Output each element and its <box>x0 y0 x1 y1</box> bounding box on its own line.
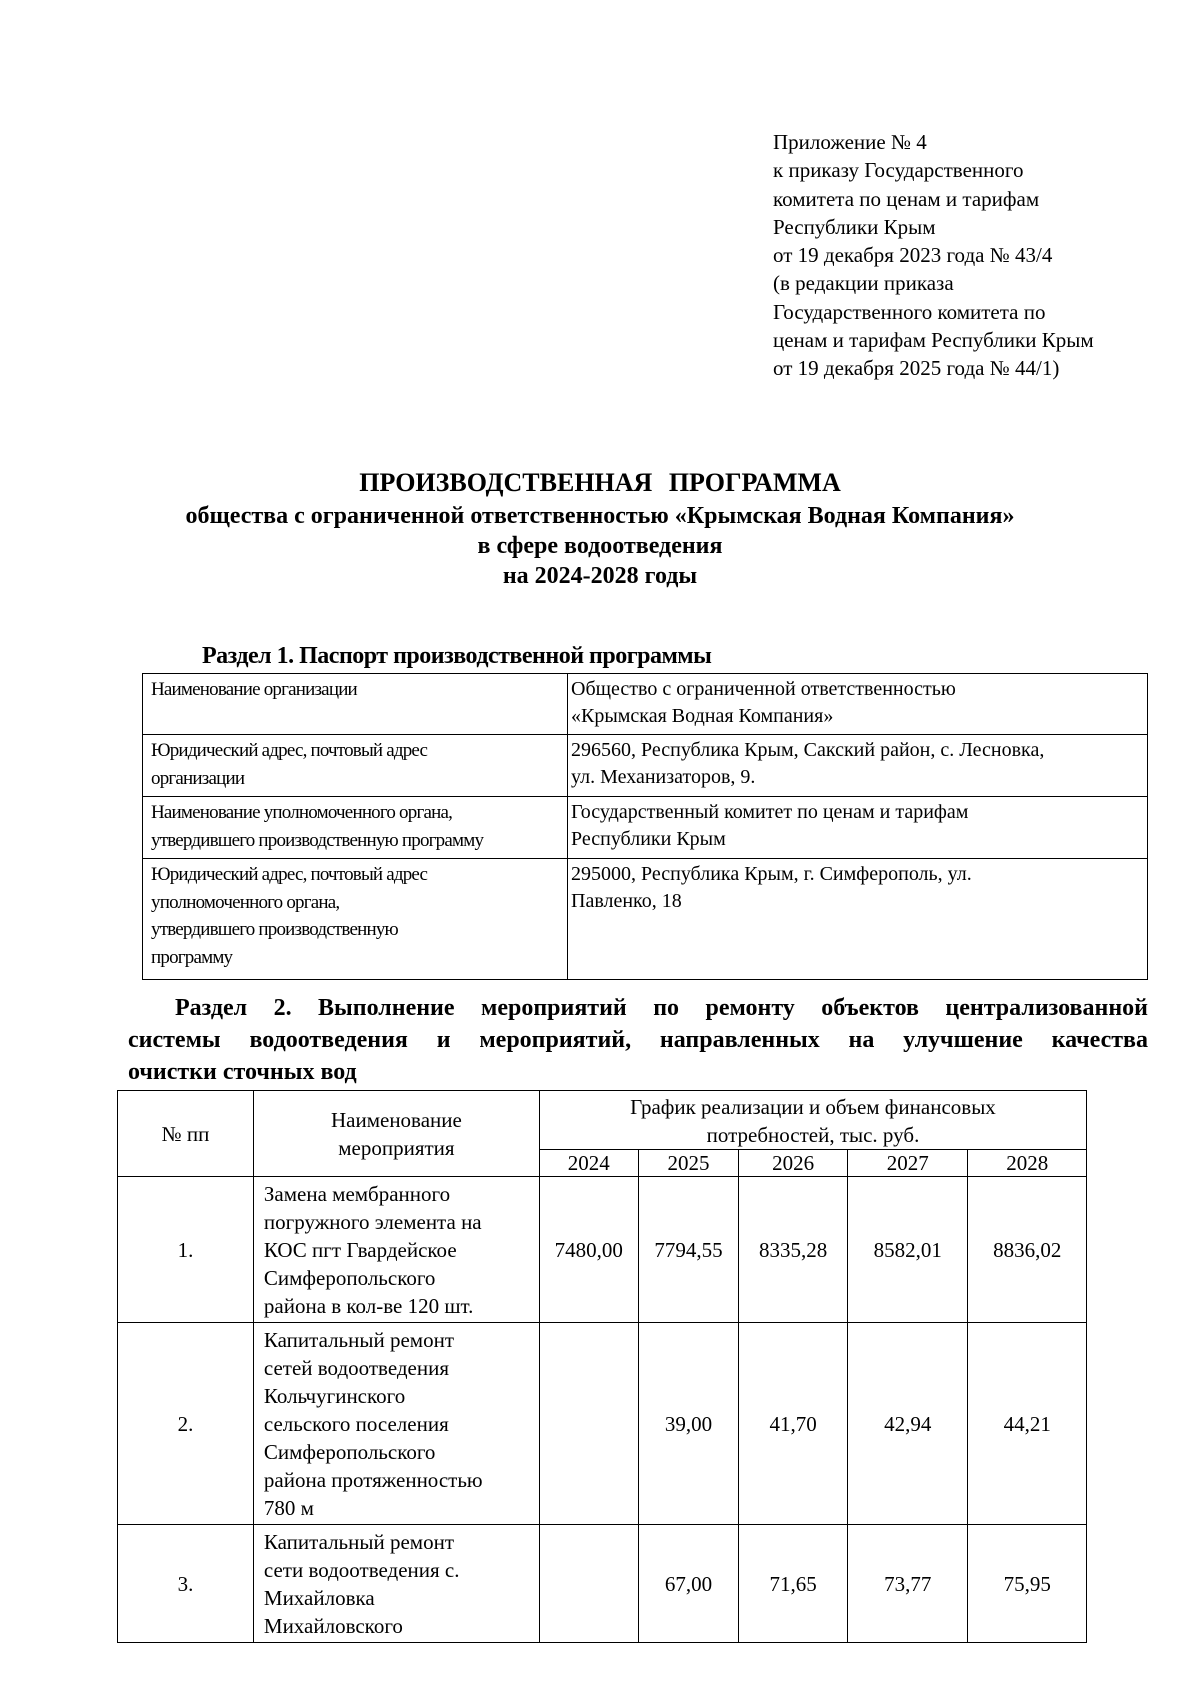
section2-heading-line: очистки сточных вод <box>128 1059 357 1085</box>
passport-key <box>143 797 568 859</box>
appendix-line: Республики Крым <box>773 214 936 239</box>
title-line-4: на 2024-2028 годы <box>502 563 698 589</box>
cell-line: утвердившего производственную программу <box>151 829 484 851</box>
cell-line: Юридический адрес, почтовый адрес <box>151 740 428 761</box>
passport-key <box>143 735 568 797</box>
passport-value <box>568 674 1148 735</box>
cell-line: Наименование уполномоченного органа, <box>151 802 453 823</box>
value-2024 <box>539 1525 638 1643</box>
cell-line: утвердившего производственную <box>151 919 398 940</box>
value-2024 <box>539 1323 638 1525</box>
value-2026: 71,65 <box>739 1525 848 1643</box>
title-line-2: общества с ограниченной ответственностью «Крымская Водная Компания» <box>185 503 1015 529</box>
passport-value <box>568 797 1148 859</box>
cell-line: Михайловского <box>263 1614 403 1638</box>
title-main: ПРОИЗВОДСТВЕННАЯ ПРОГРАММА <box>359 468 841 497</box>
column-header-num: № пп <box>118 1091 254 1177</box>
value-2024: 7480,00 <box>539 1177 638 1323</box>
cell-line: Республики Крым <box>571 828 726 850</box>
appendix-line: к приказу Государственного <box>773 158 1024 183</box>
cell-line: Капитальный ремонт <box>263 1530 454 1554</box>
cell-line: Симферопольского <box>263 1266 436 1290</box>
appendix-line: от 19 декабря 2023 года № 43/4 <box>773 243 1053 268</box>
document-title <box>0 466 1200 591</box>
passport-value <box>568 859 1148 980</box>
cell-line: организации <box>151 767 245 789</box>
table-row <box>143 859 1148 980</box>
column-header-year: 2026 <box>739 1150 848 1177</box>
table-row <box>118 1525 1087 1643</box>
cell-line: Общество с ограниченной ответственностью <box>571 678 956 700</box>
section2-heading-line: системы водоотведения и мероприятий, направленных на улучшение качества <box>128 1027 1148 1053</box>
passport-table <box>142 673 1148 980</box>
cell-line: 780 м <box>263 1496 314 1520</box>
header-line: Наименование <box>330 1107 462 1132</box>
row-num: 1. <box>118 1177 254 1323</box>
cell-line: «Крымская Водная Компания» <box>571 705 834 727</box>
appendix-line: Приложение № 4 <box>773 130 927 154</box>
cell-line: ул. Механизаторов, 9. <box>571 766 756 788</box>
table-header-row <box>118 1091 1087 1150</box>
table-row <box>143 674 1148 735</box>
column-header-schedule <box>539 1091 1086 1150</box>
appendix-note <box>773 128 1153 383</box>
cell-line: сельского поселения <box>263 1412 449 1436</box>
cell-line: Павленко, 18 <box>571 890 682 912</box>
table-row <box>143 735 1148 797</box>
cell-line: 295000, Республика Крым, г. Симферополь, ул. <box>571 863 972 885</box>
cell-line: сети водоотведения с. <box>263 1558 460 1582</box>
table-row <box>143 797 1148 859</box>
section1-heading: Раздел 1. Паспорт производственной программы <box>202 643 712 669</box>
passport-value <box>568 735 1148 797</box>
cell-line: КОС пгт Гвардейское <box>263 1238 457 1262</box>
cell-line: Кольчугинского <box>263 1384 406 1408</box>
cell-line: 296560, Республика Крым, Сакский район, с. Лесновка, <box>571 739 1045 761</box>
passport-key <box>143 859 568 980</box>
header-line: мероприятия <box>338 1135 455 1160</box>
row-name <box>253 1177 539 1323</box>
appendix-line: (в редакции приказа <box>773 271 954 296</box>
value-2028: 75,95 <box>968 1525 1087 1643</box>
value-2028: 8836,02 <box>968 1177 1087 1323</box>
cell-line: района протяженностью <box>263 1468 483 1492</box>
column-header-year: 2028 <box>968 1150 1087 1177</box>
section2-heading-line: Раздел 2. Выполнение мероприятий по ремонту объектов централизованной <box>175 995 1148 1021</box>
section2-heading <box>128 992 1148 1088</box>
cell-line: программу <box>151 946 233 968</box>
appendix-line: комитета по ценам и тарифам <box>773 186 1040 211</box>
cell-line: Михайловка <box>263 1586 375 1610</box>
value-2026: 8335,28 <box>739 1177 848 1323</box>
cell-line: Замена мембранного <box>263 1182 451 1206</box>
column-header-name <box>253 1091 539 1177</box>
column-header-year: 2024 <box>539 1150 638 1177</box>
header-line: потребностей, тыс. руб. <box>706 1123 920 1147</box>
cell-line: уполномоченного органа, <box>151 891 340 913</box>
value-2027: 73,77 <box>847 1525 968 1643</box>
cell-line: Государственный комитет по ценам и тарифам <box>571 801 969 823</box>
value-2026: 41,70 <box>739 1323 848 1525</box>
row-num: 2. <box>118 1323 254 1525</box>
title-line-3: в сфере водоотведения <box>477 533 723 559</box>
value-2025: 7794,55 <box>638 1177 739 1323</box>
cell-line: сетей водоотведения <box>263 1356 450 1380</box>
appendix-line: ценам и тарифам Республики Крым <box>773 328 1094 353</box>
row-name <box>253 1323 539 1525</box>
value-2027: 42,94 <box>847 1323 968 1525</box>
row-name <box>253 1525 539 1643</box>
value-2027: 8582,01 <box>847 1177 968 1323</box>
value-2028: 44,21 <box>968 1323 1087 1525</box>
cell-line: Юридический адрес, почтовый адрес <box>151 864 428 885</box>
column-header-year: 2027 <box>847 1150 968 1177</box>
cell-line: Капитальный ремонт <box>263 1328 454 1352</box>
cell-line: Наименование организации <box>151 679 357 700</box>
header-line: График реализации и объем финансовых <box>630 1095 996 1119</box>
cell-line: погружного элемента на <box>263 1210 482 1234</box>
appendix-line: от 19 декабря 2025 года № 44/1) <box>773 356 1060 381</box>
table-row <box>118 1323 1087 1525</box>
table-row <box>118 1177 1087 1323</box>
cell-line: Симферопольского <box>263 1440 436 1464</box>
value-2025: 39,00 <box>638 1323 739 1525</box>
cell-line: района в кол-ве 120 шт. <box>263 1294 474 1318</box>
row-num: 3. <box>118 1525 254 1643</box>
events-table <box>117 1090 1087 1643</box>
passport-key <box>143 674 568 735</box>
column-header-year: 2025 <box>638 1150 739 1177</box>
appendix-line: Государственного комитета по <box>773 299 1046 324</box>
value-2025: 67,00 <box>638 1525 739 1643</box>
